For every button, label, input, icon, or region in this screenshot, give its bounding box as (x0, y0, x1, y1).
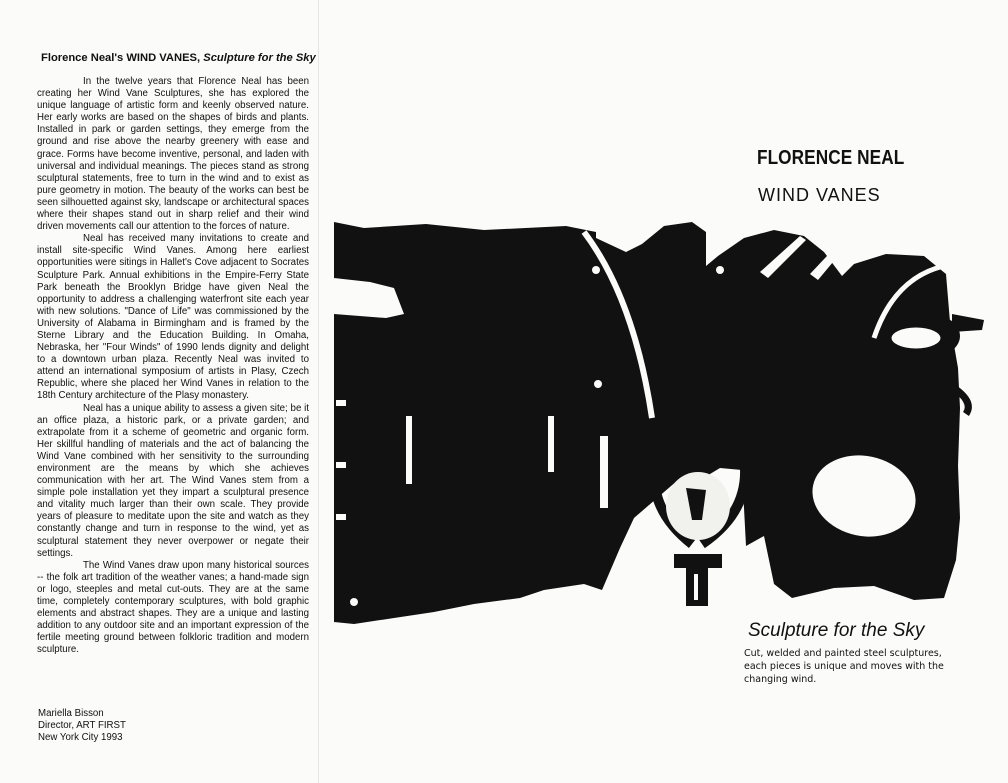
signature-role: Director, ART FIRST (38, 720, 126, 732)
caption-line: Cut, welded and painted steel sculptures, (744, 648, 942, 659)
cover-tagline: Sculpture for the Sky (748, 620, 925, 641)
essay-title-plain: Florence Neal's WIND VANES, (41, 52, 201, 64)
caption-line: each pieces is unique and moves with the (744, 660, 944, 672)
series-title: WIND VANES (758, 185, 881, 205)
lantern-collar (674, 554, 722, 568)
artist-name: FLORENCE NEAL (757, 147, 905, 169)
slit-4 (336, 400, 346, 406)
rivet-2 (594, 380, 602, 388)
essay-title-italic: Sculpture for the Sky (203, 52, 316, 64)
essay-paragraph-4: The Wind Vanes draw upon many historical sources -- the folk art tradition of the weather vanes; a hand-made sign or logo, steeples and metal cut-outs. They are at the same time, completely contemporary sculptures, with bold graphic elements and abstract shapes. They are a unique and lasting addition to any outdoor site and an important expression of the fertile meeting ground between folkloric tradition and modern sculpture. (37, 559, 309, 656)
slit-1 (406, 416, 412, 484)
rivet-5 (716, 266, 724, 274)
essay-paragraph-2: Neal has received many invitations to create and install site-specific Wind Vanes. Among here earliest opportunities were sitings in Hallet's Cove adjacent to Socrates Sculpture Park. Annual exhibitions in the Empire-Ferry State Park beneath the Brooklyn Bridge have given Neal the opportunity to address a challenging waterfront site each year with new solutions. "Dance of Life" was commissioned by the University of Alabama in Birmingham and is framed by the Sterne Library and the Education Building. In Omaha, Nebraska, her "Four Winds" of 1990 lends dignity and delight to a downtown urban plaza. Recently Neal was invited to attend an international symposium of artists in Plasy, Czech Republic, where she placed her Wind Vanes in relation to the 18th Century architecture of the Plasy monastery. (37, 233, 309, 402)
slit-5 (336, 462, 346, 468)
pole-highlight (694, 574, 698, 600)
bird-eye (890, 326, 942, 350)
page-fold (318, 0, 319, 783)
cover-caption (744, 648, 944, 686)
wind-vane-sculpture-image (334, 218, 984, 626)
sculpture-silhouette (334, 222, 960, 624)
signature-name: Mariella Bisson (38, 708, 104, 719)
essay-paragraph-3: Neal has a unique ability to assess a given site; be it an office plaza, a historic park, or a private garden; and extrapolate from it a scheme of geometric and organic form. Her skillful handling of materials and the act of balancing the Wind Vane combined with her sensitivity to the surrounding environment are the means by which she achieves communication with her art. The Wind Vanes stem from a simple pole installation yet they impart a sculptural presence and vitality much larger than their own scale. They provide years of pleasure to meditate upon the site and watch as they constantly change and turn in response to the wind, yet as sculptural statement they never overpower or negate their settings. (37, 402, 309, 559)
rivet-1 (592, 266, 600, 274)
signature-place: New York City 1993 (38, 732, 123, 744)
signature-block (38, 708, 126, 745)
rivet-4 (350, 598, 358, 606)
slit-3 (600, 436, 608, 508)
bird-beak (952, 314, 984, 332)
essay-paragraph-1: In the twelve years that Florence Neal has been creating her Wind Vane Sculptures, she has explored the unique language of artistic form and keenly observed nature. Her early works are based on the shapes of birds and plants. Installed in park or garden settings, they emerge from the ground and rise above the nearby greenery with ease and grace. Forms have become inventive, personal, and laden with universal and individual meanings. The pieces stand as strong sculptural statements, free to turn in the wind and to exist as pure geometry in motion. The beauty of the works can best be seen silhouetted against sky, landscape or architectural spaces where their shapes stand out in sharp relief and their wind driven movements call our attention to the forces of nature. (37, 76, 309, 233)
slit-6 (336, 514, 346, 520)
slit-2 (548, 416, 554, 472)
essay-column (37, 52, 316, 657)
rivet-3 (564, 594, 572, 602)
caption-line: changing wind. (744, 673, 817, 685)
essay-title (41, 52, 316, 64)
